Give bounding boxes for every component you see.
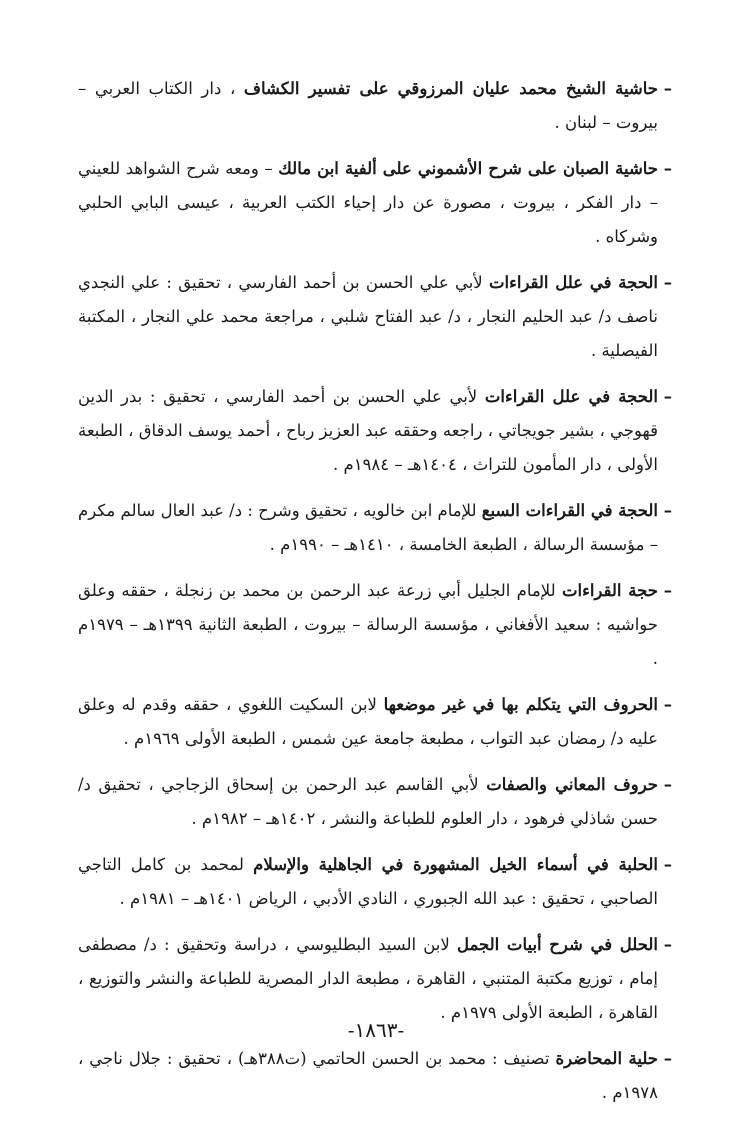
entry-title: حروف المعاني والصفات <box>486 775 659 794</box>
entry-title: الحلبة في أسماء الخيل المشهورة في الجاهلية والإسلام <box>253 855 659 874</box>
entry-details: لأبي علي الحسن بن أحمد الفارسي ، تحقيق : علي النجدي ناصف د/ عبد الحليم النجار ، د/ عبد الفتاح شلبي ، مراجعة محمد علي النجار ، المكتبة الفيصلية . <box>78 273 658 360</box>
entry-title: الحجة في علل القراءات <box>484 387 658 406</box>
entry-details: – ومعه شرح الشواهد للعيني – دار الفكر ، بيروت ، مصورة عن دار إحياء الكتب العربية ، عيسى البابي الحلبي وشركاه . <box>78 159 658 246</box>
bibliography-entry <box>78 72 672 140</box>
entry-dash: – <box>663 387 672 406</box>
entry-details: تصنيف : محمد بن الحسن الحاتمي (ت٣٨٨هـ) ، تحقيق : جلال ناجي ، ١٩٧٨م . <box>78 1049 658 1102</box>
entry-title: الحجة في القراءات السبع <box>481 501 659 520</box>
entry-details: لمحمد بن كامل التاجي الصاحبي ، تحقيق : عبد الله الجبوري ، النادي الأدبي ، الرياض ١٤٠١هـ – ١٩٨١م . <box>78 855 658 908</box>
bibliography-entry <box>78 1042 672 1110</box>
entry-dash: – <box>663 935 672 954</box>
bibliography-page <box>78 72 672 1122</box>
entry-dash: – <box>663 1049 672 1068</box>
entry-details: ، دار الكتاب العربي – بيروت – لبنان . <box>78 79 658 132</box>
bibliography-entry <box>78 380 672 482</box>
entry-dash: – <box>663 775 672 794</box>
bibliography-entry <box>78 152 672 254</box>
entry-details: للإمام ابن خالويه ، تحقيق وشرح : د/ عبد العال سالم مكرم – مؤسسة الرسالة ، الطبعة الخامسة ، ١٤١٠هـ – ١٩٩٠م . <box>78 501 658 554</box>
entry-dash: – <box>663 501 672 520</box>
entry-title: حلية المحاضرة <box>555 1049 659 1068</box>
entry-dash: – <box>663 855 672 874</box>
entry-title: حاشية الصبان على شرح الأشموني على ألفية ابن مالك <box>278 159 658 178</box>
bibliography-entry <box>78 848 672 916</box>
entry-title: حجة القراءات <box>561 581 659 600</box>
bibliography-entry <box>78 688 672 756</box>
entry-dash: – <box>663 581 672 600</box>
entry-title: الحلل في شرح أبيات الجمل <box>456 935 659 954</box>
bibliography-entry <box>78 574 672 676</box>
entry-details: للإمام الجليل أبي زرعة عبد الرحمن بن محمد بن زنجلة ، حققه وعلق حواشيه : سعيد الأفغاني ، مؤسسة الرسالة – بيروت ، الطبعة الثانية ١٣٩٩هـ – ١٩٧٩م . <box>78 581 658 668</box>
entry-details: لأبي علي الحسن بن أحمد الفارسي ، تحقيق : بدر الدين قهوجي ، بشير جويجاتي ، راجعه وحققه عبد العزيز رباح ، أحمد يوسف الدقاق ، الطبعة الأولى ، دار المأمون للتراث ، ١٤٠٤هـ – ١٩٨٤م . <box>78 387 658 474</box>
entry-title: الحروف التي يتكلم بها في غير موضعها <box>383 695 658 714</box>
entry-details: لابن السيد البطليوسي ، دراسة وتحقيق : د/ مصطفى إمام ، توزيع مكتبة المتنبي ، القاهرة ، مطبعة الدار المصرية للطباعة والنشر والتوزيع ، القاهرة ، الطبعة الأولى ١٩٧٩م . <box>78 935 658 1022</box>
entry-title: الحجة في علل القراءات <box>488 273 658 292</box>
page-number: -١٨٦٣- <box>347 1018 405 1042</box>
entry-dash: – <box>663 159 672 178</box>
entry-title: حاشية الشيخ محمد عليان المرزوقي على تفسير الكشاف <box>243 79 658 98</box>
entry-dash: – <box>663 79 672 98</box>
entry-dash: – <box>663 273 672 292</box>
bibliography-entry <box>78 768 672 836</box>
entry-details: لابن السكيت اللغوي ، حققه وقدم له وعلق عليه د/ رمضان عبد التواب ، مطبعة جامعة عين شمس ، الطبعة الأولى ١٩٦٩م . <box>78 695 658 748</box>
bibliography-entry <box>78 928 672 1030</box>
bibliography-entry <box>78 266 672 368</box>
entry-dash: – <box>663 695 672 714</box>
bibliography-entry <box>78 494 672 562</box>
entry-details: لأبي القاسم عبد الرحمن بن إسحاق الزجاجي ، تحقيق د/ حسن شاذلي فرهود ، دار العلوم للطباعة والنشر ، ١٤٠٢هـ – ١٩٨٢م . <box>78 775 658 828</box>
